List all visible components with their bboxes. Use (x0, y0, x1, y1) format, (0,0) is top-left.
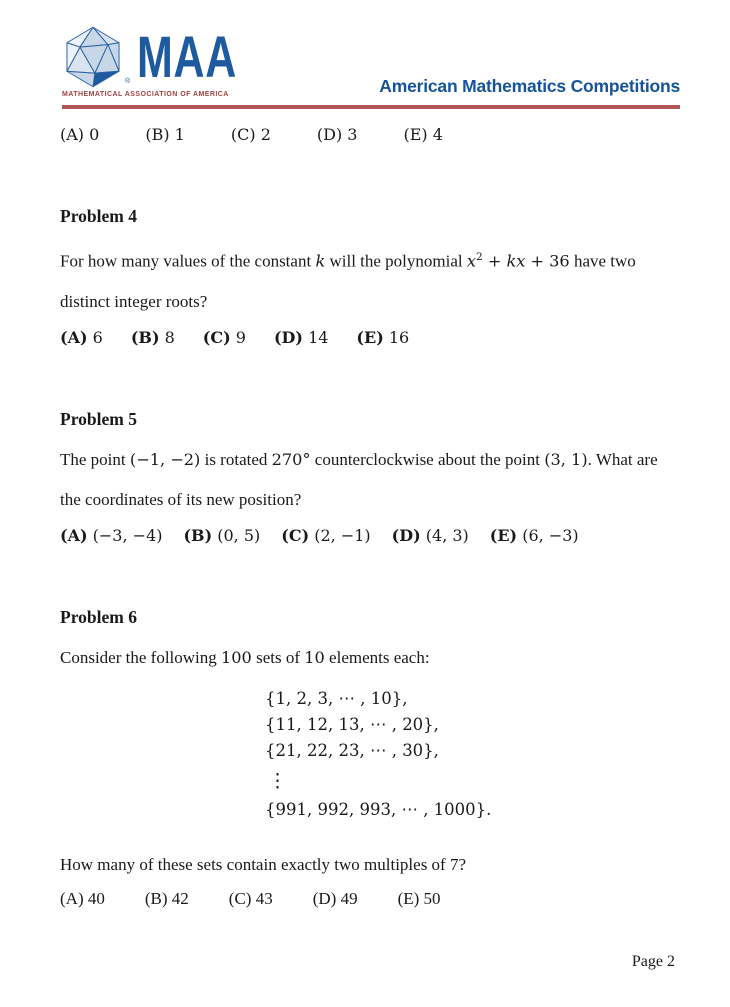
header-rule (62, 105, 680, 109)
set-line: {11, 12, 13, ⋯ , 20}, (265, 714, 439, 734)
problem-6 (60, 607, 675, 909)
problem-6-choices-row (60, 889, 675, 909)
set-line: {991, 992, 993, ⋯ , 1000}. (265, 799, 492, 819)
problem-5-line-1: The point (−1, −2) is rotated 270° counterclockwise about the point (3, 1). What are (60, 449, 658, 469)
set-line: {1, 2, 3, ⋯ , 10}, (265, 688, 408, 708)
problem-6-set-list (265, 686, 675, 823)
problem-6-intro (60, 638, 678, 678)
choice-a: (A) 6 (60, 327, 103, 347)
choice-a: (A) 0 (60, 125, 100, 144)
amc-title: American Mathematics Competitions (379, 76, 680, 96)
page-number: Page 2 (631, 953, 675, 970)
problem-6-question: How many of these sets contain exactly two multiples of 7? (60, 854, 467, 874)
choice-e: (E) 16 (356, 327, 410, 347)
choice-c: (C) 9 (202, 327, 246, 347)
choice-b: (B) 1 (145, 125, 185, 144)
maa-logo-lockup (62, 25, 272, 91)
problem-4-statement (60, 237, 678, 322)
carryover-choices-row (60, 125, 675, 144)
maa-logo (62, 26, 272, 98)
problem-4-choices-row (60, 328, 675, 347)
page-header (0, 0, 730, 109)
problem-5-line-2: the coordinates of its new position? (60, 489, 302, 509)
header-row (62, 26, 680, 98)
icosahedron-icon (62, 26, 124, 88)
problem-4 (60, 206, 675, 347)
problem-6-heading: Problem 6 (60, 606, 137, 627)
choice-a: (A) (−3, −4) (60, 525, 163, 545)
choice-b: (B) 42 (144, 888, 189, 908)
choice-e: (E) 4 (403, 125, 443, 144)
problem-5-choices-row (60, 526, 675, 545)
problem-6-intro-line: Consider the following 100 sets of 10 elements each: (60, 647, 430, 667)
maa-wordmark: MAA (137, 25, 238, 91)
problem-5-heading: Problem 5 (60, 408, 137, 429)
choice-c: (C) (2, −1) (281, 525, 371, 545)
choice-c: (C) 43 (228, 888, 273, 908)
registered-trademark: ® (125, 78, 131, 85)
vertical-ellipsis: ⋮ (268, 769, 287, 792)
problem-4-heading: Problem 4 (60, 206, 137, 226)
choice-d: (D) (4, 3) (391, 525, 469, 545)
choice-c: (C) 2 (230, 125, 271, 144)
choice-e: (E) 50 (397, 888, 441, 908)
set-line: {21, 22, 23, ⋯ , 30}, (265, 740, 439, 760)
choice-d: (D) 3 (316, 125, 358, 144)
problem-5 (60, 409, 675, 545)
choice-d: (D) 49 (312, 888, 358, 908)
problem-5-statement (60, 440, 678, 520)
problem-4-line-1: For how many values of the constant k will the polynomial $x^2$ + kx + 36 have two (60, 251, 636, 271)
choice-b: (B) (0, 5) (183, 525, 261, 545)
problem-4-line-2: distinct integer roots? (60, 291, 208, 311)
choice-d: (D) 14 (273, 327, 329, 347)
choice-a: (A) 40 (60, 888, 105, 908)
maa-tagline: MATHEMATICAL ASSOCIATION OF AMERICA (62, 91, 229, 98)
page-content (0, 125, 730, 909)
choice-e: (E) (6, −3) (489, 525, 579, 545)
choice-b: (B) 8 (130, 327, 175, 347)
